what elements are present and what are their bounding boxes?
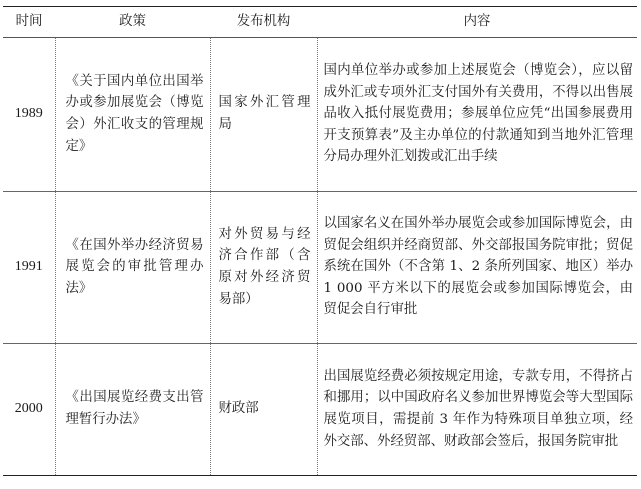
row-org: 对外贸易与经济合作部（含原对外经济贸易部） — [210, 192, 317, 344]
row-org: 财政部 — [210, 344, 317, 476]
table-row — [3, 344, 637, 476]
row-content: 国内单位举办或参加上述展览会（博览会），应以留成外汇或专项外汇支付国外有关费用，不得以出售展品收入抵付展览费用；参展单位应凭“出国参展费用开支预算表”及主办单位的付款通知到当地外汇管理分局办理外汇划拨或汇出手续 — [317, 38, 637, 192]
header-year: 时间 — [3, 7, 55, 38]
row-policy: 《关于国内单位出国举办或参加展览会（博览会）外汇收支的管理规定》 — [55, 38, 210, 192]
row-year: 1989 — [3, 38, 55, 192]
row-year: 1991 — [3, 192, 55, 344]
header-content: 内容 — [317, 7, 637, 38]
table-header — [3, 7, 637, 38]
header-policy: 政策 — [55, 7, 210, 38]
row-year: 2000 — [3, 344, 55, 476]
table-row — [3, 38, 637, 192]
table-row — [3, 192, 637, 344]
header-row — [3, 7, 637, 38]
row-policy: 《出国展览经费支出管理暂行办法》 — [55, 344, 210, 476]
row-policy: 《在国外举办经济贸易展览会的审批管理办法》 — [55, 192, 210, 344]
policy-table — [3, 6, 637, 476]
header-org: 发布机构 — [210, 7, 317, 38]
table-body — [3, 38, 637, 476]
row-content: 以国家名义在国外举办展览会或参加国际博览会，由贸促会组织并经商贸部、外交部报国务院审批；贸促系统在国外（不含第 1、2 条所列国家、地区）举办 1 000 平方米以下的展览会或参加国际博览会，由贸促会自行审批 — [317, 192, 637, 344]
row-content: 出国展览经费必须按规定用途，专款专用，不得挤占和挪用；以中国政府名义参加世界博览会等大型国际展览项目，需提前 3 年作为特殊项目单独立项，经外交部、外经贸部、财政部会签后，报国务院审批 — [317, 344, 637, 476]
row-org: 国家外汇管理局 — [210, 38, 317, 192]
